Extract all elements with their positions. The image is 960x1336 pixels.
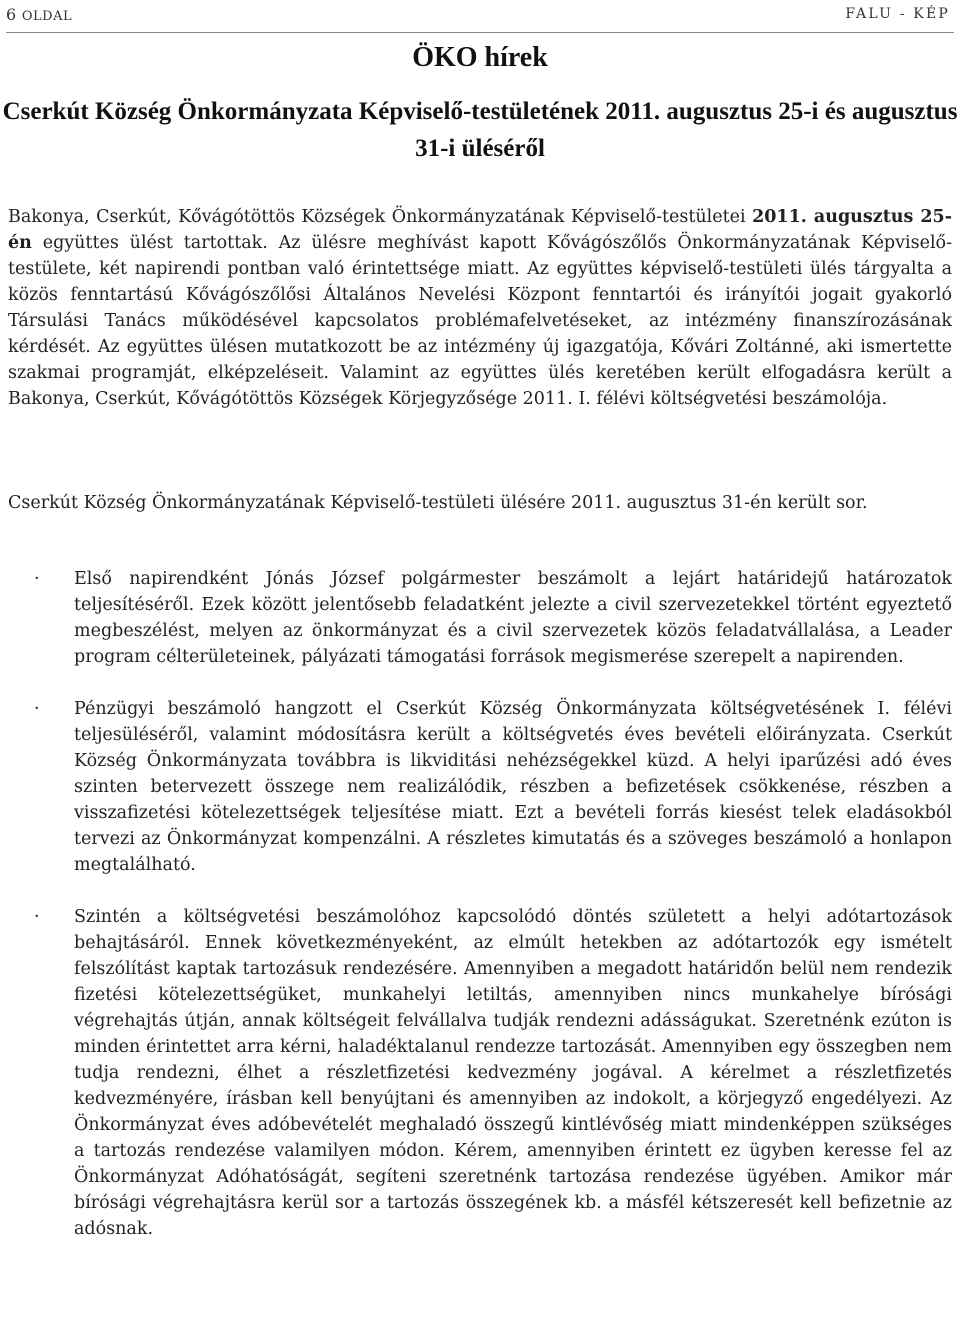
p1-rest: együttes ülést tartottak. Az ülésre meghívást kapott Kővágószőlős Önkormányzatának Képviselő-testülete, két napirendi pontban való érintettsége miatt. Az együttes képviselő-testületi ülés tárgyalta a közös fenntartású Kővágószőlősi Általános Nevelési Központ fenntartói és irányítói jogait gyakorló Társulási Tanács működésével kapcsolatos problémafelvetéseket, az intézmény finanszírozásának kérdését. Az együttes ülésen mutatkozott be az intézmény új igazgatója, Kővári Zoltánné, aki ismertette szakmai programját, elképzeléseit. Valamint az együttes ülés keretében került elfogadásra került a Bakonya, Cserkút, Kővágótöttös Községek Körjegyzősége 2011. I. félévi költségvetési beszámolója. bbox=[8, 233, 952, 409]
list-item-text: Pénzügyi beszámoló hangzott el Cserkút Község Önkormányzata költségvetésének I. félévi teljesüléséről, valamint módosításra került a költségvetés éves bevételi előirányzata. Cserkút Község Önkormányzata továbbra is likviditási nehézségekkel küzd. A helyi iparűzési adó éves szinten betervezett összege nem realizálódik, részben a befizetések csökkenése, részben a visszafizetési kötelezettségek teljesítése miatt. Ezt a bevételi forrás kiesést telek eladásokból tervezi az Önkormányzat kompenzálni. A részletes kimutatás és a szöveges beszámoló a honlapon megtalálható. bbox=[74, 699, 952, 875]
bullet-icon: · bbox=[34, 569, 40, 589]
paragraph-session-date: Cserkút Község Önkormányzatának Képviselő-testületi ülésére 2011. augusztus 31-én került sor. bbox=[8, 493, 868, 513]
page-number-value: 6 bbox=[6, 5, 17, 24]
section-title: ÖKO hírek bbox=[412, 42, 548, 73]
list-item bbox=[8, 904, 952, 1242]
list-item bbox=[8, 696, 952, 878]
p1-intro: Bakonya, Cserkút, Kővágótöttös Községek Önkormányzatának Képviselő-testületei bbox=[8, 207, 746, 227]
bullet-icon: · bbox=[34, 907, 40, 927]
agenda-list bbox=[8, 566, 952, 1268]
page-header bbox=[6, 2, 954, 33]
article-headline: Cserkút Község Önkormányzata Képviselő-testületének 2011. augusztus 25-i és augusztus 31-i üléséről bbox=[2, 98, 958, 162]
running-head: FALU - KÉP bbox=[845, 6, 950, 22]
list-item-text: Szintén a költségvetési beszámolóhoz kapcsolódó döntés született a helyi adótartozások behajtásáról. Ennek következményeként, az elmúlt hetekben az adótartozók egy ismételt felszólítást kaptak tartozásuk rendezésére. Amennyiben a megadott határidőn belül nem rendezik fizetési kötelezettségüket, munkahelyi letiltás, amennyiben nincs munkahelye bírósági végrehajtás útján, annak költségeit felvállalva tudják rendezni adásságukat. Szeretnénk ezúton is minden érintettet arra kérni, haladéktalanul rendezze tartozását. Amennyiben egy összegben nem tudja rendezni, élhet a részletfizetési kedvezmény jogával. A kérelmet a részletfizetés kedvezményére, írásban kell benyújtani és amennyiben az indokolt, a körjegyző engedélyezi. Az Önkormányzat éves adóbevételét meghaladó összegű kintlévőség miatt mindenképpen szükséges a tartozás rendezése valamilyen módon. Kérem, amennyiben érintett ez ügyben keresse fel az Önkormányzat Adóhatóságát, segíteni szeretnénk tartozása rendezése ügyében. Amikor már bírósági végrehajtásra kerül sor a tartozás összegének kb. a másfél kétszeresét kell befizetnie az adósnak. bbox=[74, 907, 952, 1239]
list-item bbox=[8, 566, 952, 670]
bullet-icon: · bbox=[34, 699, 40, 719]
p1-date: 2011. augusztus 25-én bbox=[8, 207, 952, 253]
page-number bbox=[6, 5, 72, 24]
paragraph-joint-session bbox=[8, 204, 952, 412]
page-number-label: OLDAL bbox=[21, 9, 73, 24]
list-item-text: Első napirendként Jónás József polgármester beszámolt a lejárt határidejű határozatok teljesítéséről. Ezek között jelentősebb feladatként jelezte a civil szervezetekkel történt egyeztető megbeszélést, melyen az önkormányzat és a civil szervezetek közös feladatvállalása, a Leader program célterületeinek, pályázati támogatási források megismerése szerepelt a napirenden. bbox=[74, 569, 952, 667]
